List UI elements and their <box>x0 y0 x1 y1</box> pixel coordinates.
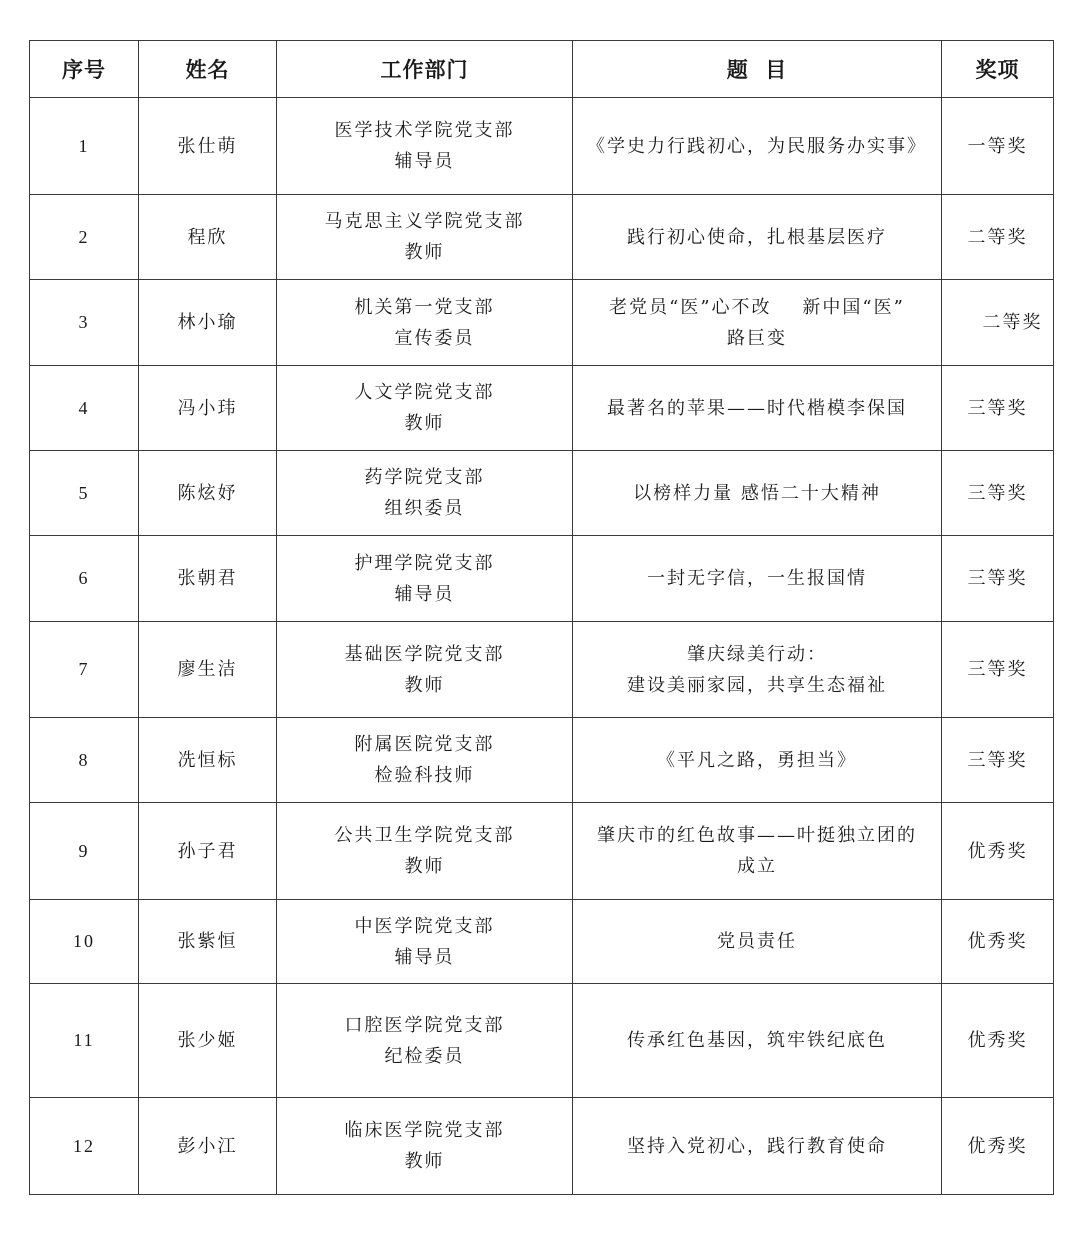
cell-topic <box>573 366 942 451</box>
cell-index: 12 <box>30 1098 139 1195</box>
cell-award: 三等奖 <box>942 622 1054 718</box>
cell-name: 彭小江 <box>139 1098 277 1195</box>
cell-topic <box>573 280 942 366</box>
cell-award: 优秀奖 <box>942 984 1054 1098</box>
department-line: 纪检委员 <box>384 1045 465 1067</box>
department-line: 检验科技师 <box>374 765 475 786</box>
department-line: 辅导员 <box>394 946 455 968</box>
cell-topic <box>573 718 942 803</box>
cell-award: 一等奖 <box>942 98 1054 195</box>
topic-line: 肇庆市的红色故事——叶挺独立团的 <box>597 825 917 846</box>
header-name: 姓名 <box>139 41 277 98</box>
header-department: 工作部门 <box>277 41 573 98</box>
topic-line: 《学史力行践初心，为民服务办实事》 <box>587 135 927 157</box>
cell-topic <box>573 195 942 280</box>
cell-index: 6 <box>30 536 139 622</box>
cell-award: 三等奖 <box>942 536 1054 622</box>
cell-name: 孙子君 <box>139 803 277 900</box>
cell-department <box>277 366 573 451</box>
cell-index: 2 <box>30 195 139 280</box>
department-line: 人文学院党支部 <box>354 382 495 403</box>
header-index: 序号 <box>30 41 139 98</box>
department-line: 教师 <box>404 674 445 696</box>
table-row <box>30 718 1054 803</box>
cell-name: 陈炫妤 <box>139 451 277 536</box>
topic-line: 践行初心使命，扎根基层医疗 <box>627 226 887 248</box>
department-line: 教师 <box>404 413 445 434</box>
cell-award: 三等奖 <box>942 718 1054 803</box>
department-line: 教师 <box>404 856 445 877</box>
department-line: 机关第一党支部 <box>354 296 495 318</box>
table-row <box>30 98 1054 195</box>
cell-department <box>277 1098 573 1195</box>
cell-department <box>277 900 573 984</box>
topic-line: 最著名的苹果——时代楷模李保国 <box>607 397 907 419</box>
department-line: 护理学院党支部 <box>354 552 495 574</box>
topic-line: 传承红色基因，筑牢铁纪底色 <box>627 1030 887 1051</box>
department-line: 辅导员 <box>394 151 455 172</box>
department-line: 中医学院党支部 <box>354 915 495 937</box>
cell-topic <box>573 622 942 718</box>
cell-name: 冼恒标 <box>139 718 277 803</box>
table-row <box>30 1098 1054 1195</box>
cell-index: 1 <box>30 98 139 195</box>
cell-name: 林小瑜 <box>139 280 277 366</box>
cell-department <box>277 98 573 195</box>
department-line: 马克思主义学院党支部 <box>324 211 525 232</box>
cell-index: 9 <box>30 803 139 900</box>
cell-name: 张仕萌 <box>139 98 277 195</box>
department-line: 公共卫生学院党支部 <box>334 825 515 846</box>
table-row <box>30 280 1054 366</box>
cell-name: 张少姬 <box>139 984 277 1098</box>
topic-line: 成立 <box>737 856 777 877</box>
department-line: 教师 <box>404 242 445 263</box>
cell-department <box>277 803 573 900</box>
cell-department <box>277 718 573 803</box>
cell-award: 二等奖 <box>942 195 1054 280</box>
department-line: 辅导员 <box>394 583 455 605</box>
department-line: 组织委员 <box>384 498 465 519</box>
department-line: 附属医院党支部 <box>354 734 495 755</box>
cell-name: 廖生洁 <box>139 622 277 718</box>
cell-index: 11 <box>30 984 139 1098</box>
topic-line: 坚持入党初心，践行教育使命 <box>627 1135 887 1157</box>
table-row <box>30 984 1054 1098</box>
cell-name: 张紫恒 <box>139 900 277 984</box>
table-body <box>30 98 1054 1195</box>
department-line: 教师 <box>404 1151 445 1172</box>
table-row <box>30 622 1054 718</box>
topic-line: 路巨变 <box>727 327 787 349</box>
header-award: 奖项 <box>942 41 1054 98</box>
cell-topic <box>573 536 942 622</box>
cell-index: 5 <box>30 451 139 536</box>
cell-index: 4 <box>30 366 139 451</box>
table-header-row <box>30 41 1054 98</box>
cell-index: 10 <box>30 900 139 984</box>
cell-department <box>277 984 573 1098</box>
topic-line: 《平凡之路，勇担当》 <box>657 749 857 771</box>
table-row <box>30 195 1054 280</box>
cell-index: 3 <box>30 280 139 366</box>
cell-topic <box>573 451 942 536</box>
table-row <box>30 366 1054 451</box>
cell-topic <box>573 900 942 984</box>
cell-award: 三等奖 <box>942 366 1054 451</box>
awards-table <box>29 40 1054 1195</box>
cell-topic <box>573 98 942 195</box>
department-line: 临床医学院党支部 <box>344 1120 505 1141</box>
cell-award: 二等奖 <box>942 280 1054 366</box>
cell-award: 优秀奖 <box>942 1098 1054 1195</box>
cell-name: 张朝君 <box>139 536 277 622</box>
cell-topic <box>573 1098 942 1195</box>
cell-award: 优秀奖 <box>942 803 1054 900</box>
cell-name: 冯小玮 <box>139 366 277 451</box>
cell-department <box>277 622 573 718</box>
cell-department <box>277 195 573 280</box>
topic-line: 肇庆绿美行动： <box>687 643 827 665</box>
topic-line: 建设美丽家园，共享生态福祉 <box>627 674 887 696</box>
department-line: 医学技术学院党支部 <box>334 120 515 141</box>
cell-name: 程欣 <box>139 195 277 280</box>
cell-department <box>277 280 573 366</box>
topic-line: 以榜样力量 感悟二十大精神 <box>633 482 881 504</box>
table-row <box>30 451 1054 536</box>
table-row <box>30 900 1054 984</box>
table-row <box>30 803 1054 900</box>
cell-topic <box>573 984 942 1098</box>
department-line: 药学院党支部 <box>364 467 485 488</box>
topic-line: 老党员“医”心不改 新中国“医” <box>609 296 905 318</box>
department-line: 基础医学院党支部 <box>344 643 505 665</box>
table-row <box>30 536 1054 622</box>
cell-award: 优秀奖 <box>942 900 1054 984</box>
cell-index: 8 <box>30 718 139 803</box>
cell-department <box>277 536 573 622</box>
department-line: 宣传委员 <box>394 327 475 349</box>
cell-topic <box>573 803 942 900</box>
cell-department <box>277 451 573 536</box>
topic-line: 党员责任 <box>717 931 797 952</box>
cell-award: 三等奖 <box>942 451 1054 536</box>
header-topic: 题 目 <box>573 41 942 98</box>
topic-line: 一封无字信，一生报国情 <box>647 568 867 589</box>
department-line: 口腔医学院党支部 <box>344 1014 505 1036</box>
cell-index: 7 <box>30 622 139 718</box>
